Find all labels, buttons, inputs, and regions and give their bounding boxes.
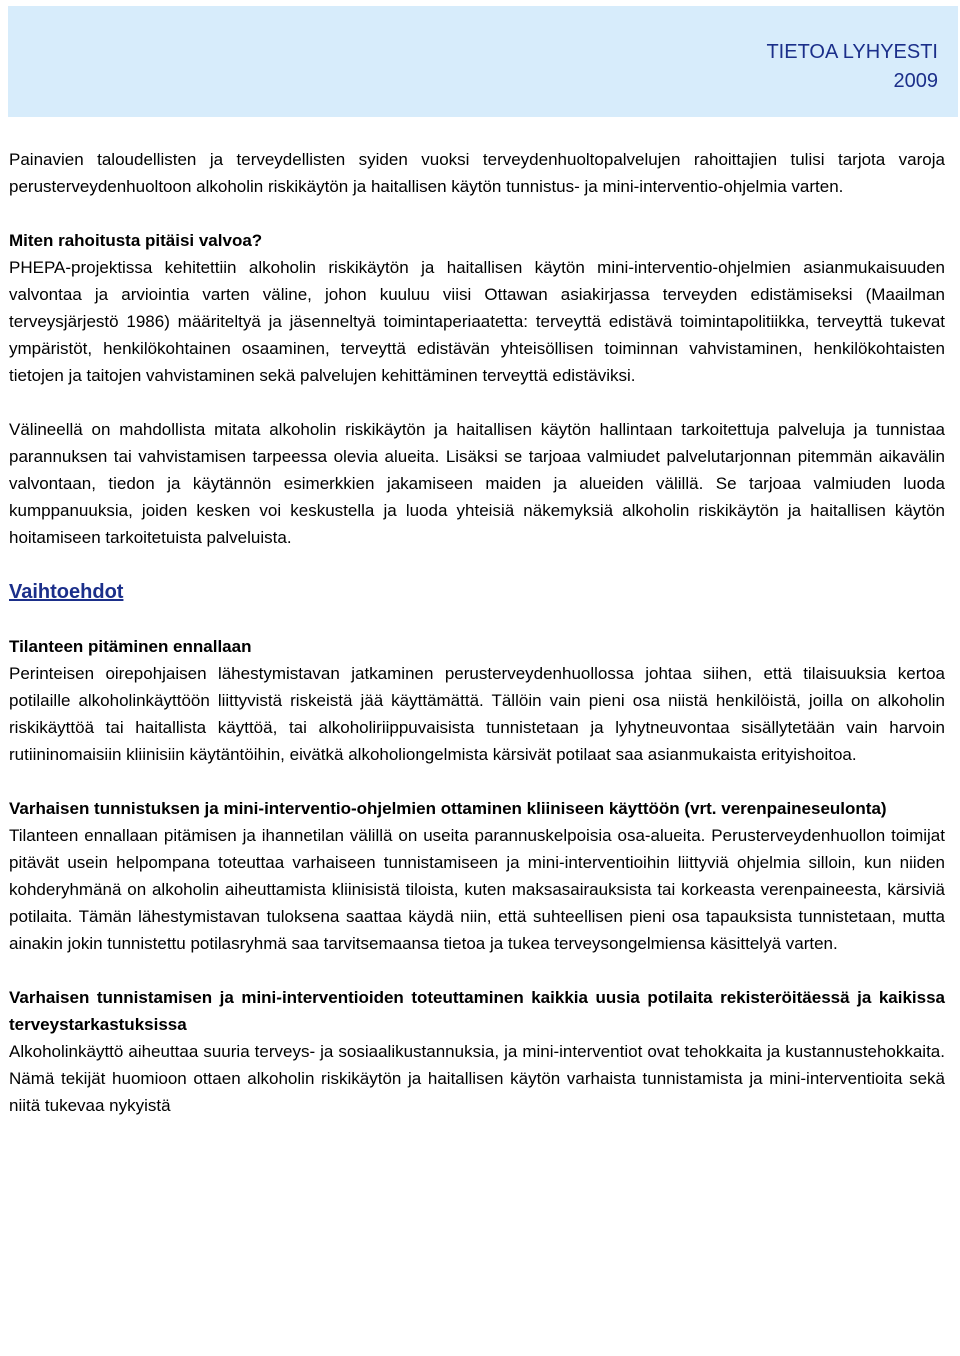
option1-heading: Tilanteen pitäminen ennallaan (9, 637, 252, 656)
intro-paragraph: Painavien taloudellisten ja terveydellisten syiden vuoksi terveydenhuoltopalvelujen rahoittajien tulisi tarjota varoja perusterveydenhuoltoon alkoholin riskikäytön ja haitallisen käytön tunnistus- ja mini-interventio-ohjelmia varten. (9, 150, 945, 196)
header-title-line1: TIETOA LYHYESTI (766, 41, 938, 63)
document-body (9, 146, 945, 1119)
option3-text: Alkoholinkäyttö aiheuttaa suuria terveys- ja sosiaalikustannuksia, ja mini-interventiot ovat tehokkaita ja kustannustehokkaita. Nämä tekijät huomioon ottaen alkoholin riskikäytön ja haitallisen käytön varhaista tunnistamista ja mini-interventioita sekä niitä tukevaa nykyistä (9, 1042, 945, 1115)
header-title-year: 2009 (893, 70, 938, 92)
monitoring-heading: Miten rahoitusta pitäisi valvoa? (9, 231, 263, 250)
monitoring-paragraph-2: Välineellä on mahdollista mitata alkoholin riskikäytön ja haitallisen käytön hallintaan tarkoitettuja palveluja ja tunnistaa parannuksen tai vahvistamisen tarpeessa olevia alueita. Lisäksi se tarjoaa valmiudet palvelutarjonnan pitemmän aikavälin valvontaan, tiedon ja käytännön esimerkkien jakamiseen maiden ja alueiden välillä. Se tarjoaa valmiuden luoda kumppanuuksia, joiden kesken voi keskustella ja luoda yhteisiä näkemyksiä alkoholin riskikäytön ja haitallisen käytön hoitamiseen tarkoitetuista palveluista. (9, 420, 945, 547)
header-box (8, 6, 958, 117)
monitoring-paragraph-1: PHEPA-projektissa kehitettiin alkoholin riskikäytön ja haitallisen käytön mini-interventio-ohjelmien asianmukaisuuden valvontaa ja arviointia varten väline, johon kuuluu viisi Ottawan asiakirjassa terveyden edistämiseksi (Maailman terveysjärjestö 1986) määriteltyä ja jäsenneltyä toimintaperiaatetta: terveyttä edistävä toimintapolitiikka, terveyttä tukevat ympäristöt, henkilökohtainen osaaminen, terveyttä edistävän yhteisöllisen toiminnan vahvistaminen, henkilökohtaisten tietojen ja taitojen vahvistaminen sekä palvelujen kehittäminen terveyttä edistäviksi. (9, 258, 945, 385)
header-title (766, 38, 938, 96)
option1-text: Perinteisen oirepohjaisen lähestymistavan jatkaminen perusterveydenhuollossa johtaa siihen, että tilaisuuksia kertoa potilaille alkoholinkäyttöön liittyvistä riskeistä jää käyttämättä. Tällöin vain pieni osa niistä henkilöistä, joilla on alkoholin riskikäyttöä tai haitallista käyttöä, tai alkoholiriippuvaisista tunnistetaan ja lyhytneuvontaa sisällytetään vain harvoin rutiininomaisiin kliinisiin käytäntöihin, eivätkä alkoholiongelmista kärsivät potilaat saa asianmukaista erityishoitoa. (9, 664, 945, 764)
option2-text: Tilanteen ennallaan pitämisen ja ihannetilan välillä on useita parannuskelpoisia osa-alueita. Perusterveydenhuollon toimijat pitävät usein helpompana toteuttaa varhaiseen tunnistamiseen ja mini-interventioihin liittyviä ohjelmia silloin, kun niiden kohderyhmänä on alkoholin aiheuttamista kliinisistä tiloista, kuten maksasairauksista tai korkeasta verenpaineesta, kärsiviä potilaita. Tämän lähestymistavan tuloksena saattaa käydä niin, että suhteellisen pieni osa tapauksista tunnistetaan, mutta ainakin jokin tunnistettu potilasryhmä saa tarvitsemaansa tietoa ja tukea terveysongelmiensa käsittelyä varten. (9, 826, 945, 953)
option3-heading: Varhaisen tunnistamisen ja mini-interventioiden toteuttaminen kaikkia uusia potilaita rekisteröitäessä ja kaikissa terveystarkastuksissa (9, 988, 945, 1034)
options-heading: Vaihtoehdot (9, 581, 124, 603)
option2-heading: Varhaisen tunnistuksen ja mini-interventio-ohjelmien ottaminen kliiniseen käyttöön (vrt. verenpaineseulonta) (9, 799, 887, 818)
